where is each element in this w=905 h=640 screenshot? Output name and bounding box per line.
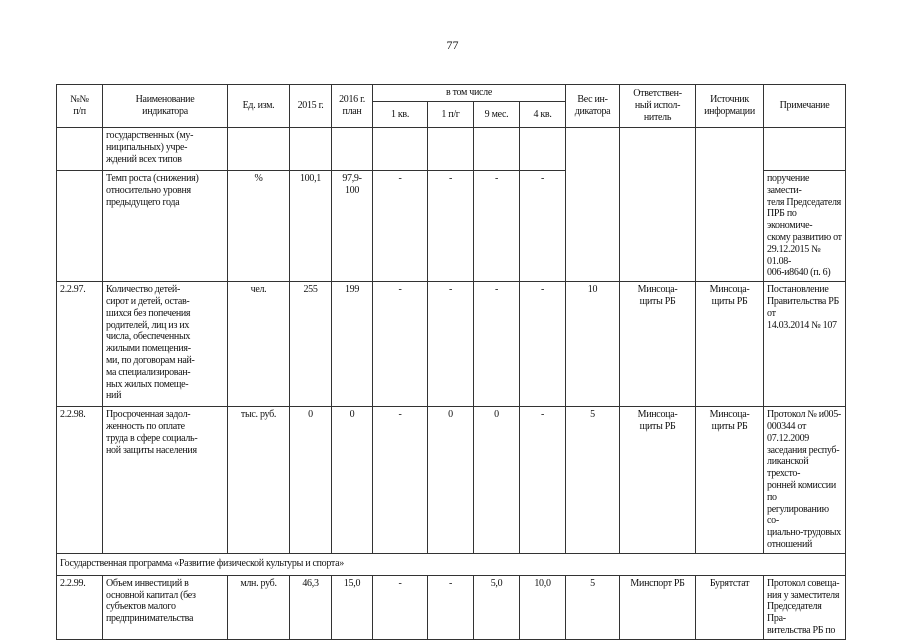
row-q4: - xyxy=(520,282,566,407)
row-num: 2.2.98. xyxy=(57,407,103,554)
section-title: Государственная программа «Развитие физической культуры и спорта» xyxy=(57,553,846,575)
row-unit: % xyxy=(228,171,290,282)
row-2016: 15,0 xyxy=(332,575,373,639)
header-2016-plan: 2016 г. план xyxy=(332,85,373,128)
row-weight: 10 xyxy=(566,282,620,407)
row-responsible-merged xyxy=(620,128,696,282)
header-weight: Вес ин- дикатора xyxy=(566,85,620,128)
row-q1: - xyxy=(373,171,428,282)
row-2015: 255 xyxy=(290,282,332,407)
row-h1: - xyxy=(428,171,474,282)
row-q4: - xyxy=(520,171,566,282)
row-9m xyxy=(474,128,520,171)
row-9m: 5,0 xyxy=(474,575,520,639)
row-2016: 0 xyxy=(332,407,373,554)
row-responsible: Минсоца- щиты РБ xyxy=(620,407,696,554)
row-9m: 0 xyxy=(474,407,520,554)
row-h1: 0 xyxy=(428,407,474,554)
row-source: Минсоца- щиты РБ xyxy=(696,282,764,407)
table-row xyxy=(57,282,846,407)
row-q4: - xyxy=(520,407,566,554)
row-note: Протокол совеща- ния у заместителя Председателя Пра- вительства РБ по xyxy=(764,575,846,639)
row-source: Минсоца- щиты РБ xyxy=(696,407,764,554)
row-2015: 100,1 xyxy=(290,171,332,282)
header-unit: Ед. изм. xyxy=(228,85,290,128)
header-q1: 1 кв. xyxy=(373,102,428,128)
row-q1: - xyxy=(373,282,428,407)
header-including: в том числе xyxy=(373,85,566,102)
row-responsible: Минспорт РБ xyxy=(620,575,696,639)
row-weight: 5 xyxy=(566,575,620,639)
row-9m: - xyxy=(474,171,520,282)
header-num: №№ п/п xyxy=(57,85,103,128)
row-num xyxy=(57,171,103,282)
header-name: Наименование индикатора xyxy=(103,85,228,128)
row-2015: 46,3 xyxy=(290,575,332,639)
row-q1: - xyxy=(373,575,428,639)
row-2015: 0 xyxy=(290,407,332,554)
row-unit: чел. xyxy=(228,282,290,407)
row-q4: 10,0 xyxy=(520,575,566,639)
row-unit xyxy=(228,128,290,171)
row-name: Просроченная задол- женность по оплате труда в сфере социаль- ной защиты населения xyxy=(103,407,228,554)
row-name: Количество детей- сирот и детей, остав- шихся без попечения родителей, лиц из их числа, обеспеченных жилыми помещения- ми, по договорам най- ма специализирован- ных жилых помеще- ний xyxy=(103,282,228,407)
page-number: 77 xyxy=(446,38,459,52)
row-num xyxy=(57,128,103,171)
header-2015: 2015 г. xyxy=(290,85,332,128)
row-2016: 97,9- 100 xyxy=(332,171,373,282)
row-num: 2.2.97. xyxy=(57,282,103,407)
row-note: поручение замести- теля Председателя ПРБ по экономиче- скому развитию от 29.12.2015 № 01.08- 006-и8640 (п. 6) xyxy=(764,171,846,282)
header-responsible: Ответствен- ный испол- нитель xyxy=(620,85,696,128)
table-row xyxy=(57,575,846,639)
row-2016: 199 xyxy=(332,282,373,407)
header-9m: 9 мес. xyxy=(474,102,520,128)
header-note: Примечание xyxy=(764,85,846,128)
row-q1 xyxy=(373,128,428,171)
row-unit: тыс. руб. xyxy=(228,407,290,554)
row-name: государственных (му- ниципальных) учре- ждений всех типов xyxy=(103,128,228,171)
row-9m: - xyxy=(474,282,520,407)
indicator-table xyxy=(56,84,846,640)
row-name: Объем инвестиций в основной капитал (без субъектов малого предпринимательства xyxy=(103,575,228,639)
row-2016 xyxy=(332,128,373,171)
row-weight: 5 xyxy=(566,407,620,554)
header-q4: 4 кв. xyxy=(520,102,566,128)
row-num: 2.2.99. xyxy=(57,575,103,639)
row-note: Постановление Правительства РБ от 14.03.2014 № 107 xyxy=(764,282,846,407)
row-q1: - xyxy=(373,407,428,554)
header-h1: 1 п/г xyxy=(428,102,474,128)
row-weight-merged xyxy=(566,128,620,282)
header-source: Источник информации xyxy=(696,85,764,128)
row-unit: млн. руб. xyxy=(228,575,290,639)
table-row xyxy=(57,407,846,554)
row-2015 xyxy=(290,128,332,171)
row-note: Протокол № и005- 000344 от 07.12.2009 заседания респуб- ликанской трехсто- ронней комиссии по регулированию со- циально-трудовых отношений xyxy=(764,407,846,554)
row-q4 xyxy=(520,128,566,171)
row-name: Темп роста (снижения) относительно уровня предыдущего года xyxy=(103,171,228,282)
row-responsible: Минсоца- щиты РБ xyxy=(620,282,696,407)
row-h1: - xyxy=(428,282,474,407)
row-h1: - xyxy=(428,575,474,639)
row-h1 xyxy=(428,128,474,171)
row-note xyxy=(764,128,846,171)
row-source: Бурятстат xyxy=(696,575,764,639)
row-source-merged xyxy=(696,128,764,282)
table-row xyxy=(57,128,846,171)
